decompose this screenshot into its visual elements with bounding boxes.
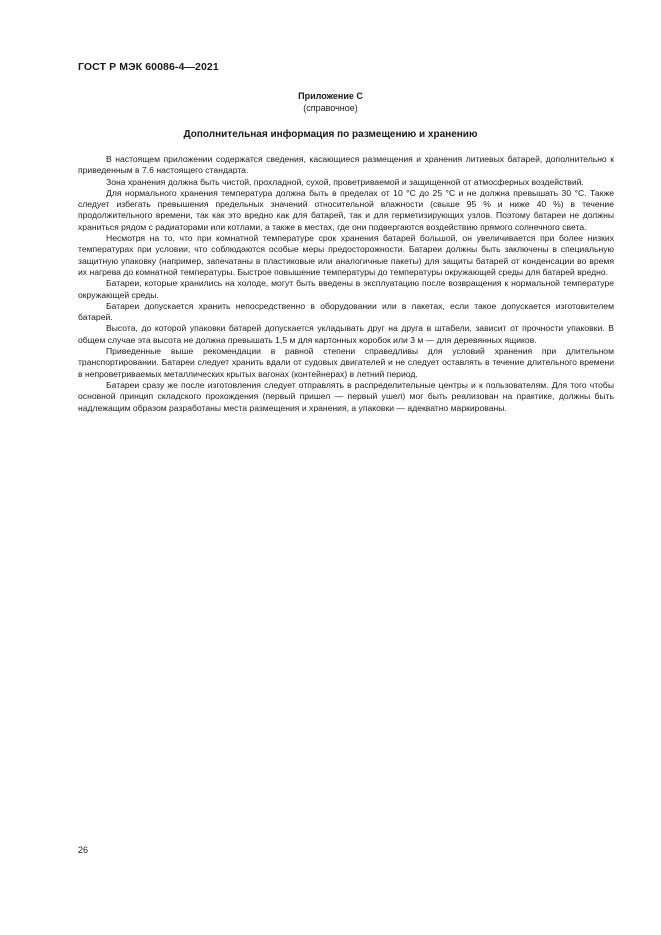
- annex-title: Приложение С: [298, 91, 363, 101]
- paragraph: Батареи сразу же после изготовления следует отправлять в распределительные центры и к пользователям. Для того чтобы основной принцип складского прохождения (первый пришел — первый ушел) мог быть реализован на практике, должны быть надлежащим образом разработаны места размещения и хранения, а упаковки — адекватно маркированы.: [78, 379, 614, 413]
- page-number: 26: [78, 845, 89, 855]
- paragraph: Приведенные выше рекомендации в равной степени справедливы для условий хранения при длительном транспортировании. Батареи следует хранить вдали от судовых двигателей и не следует оставлять в течение длительного времени в непроветриваемых металлических крытых вагонах (контейнерах) в летний период.: [78, 346, 614, 379]
- paragraph: Зона хранения должна быть чистой, прохладной, сухой, проветриваемой и защищенной от атмосферных воздействий.: [106, 176, 584, 187]
- document-code: ГОСТ Р МЭК 60086-4—2021: [78, 61, 219, 73]
- paragraph: Для нормального хранения температура должна быть в пределах от 10 °С до 25 °С и не должна превышать 30 °С. Также следует избегать превышения предельных значений относительной влажности (свыше 95 % и ниже 40 %) в течение продолжительного времени, так как это вредно как для батарей, так и для герметизирующих узлов. Поэтому батареи не должны храниться рядом с радиаторами или котлами, а также в местах, где они подвергаются воздействию прямого солнечного света.: [78, 187, 614, 232]
- paragraph: Высота, до которой упаковки батарей допускается укладывать друг на друга в штабели, зависит от прочности упаковки. В общем случае эта высота не должна превышать 1,5 м для картонных коробок или 3 м — для деревянных ящиков.: [78, 323, 614, 345]
- annex-subtitle: (справочное): [303, 103, 358, 113]
- paragraph: Батареи, которые хранились на холоде, могут быть введены в эксплуатацию после возвращения к нормальной температуре окружающей среды.: [78, 278, 614, 300]
- paragraph: В настоящем приложении содержатся сведения, касающиеся размещения и хранения литиевых батарей, дополнительно к приведенным в 7.6 настоящего стандарта.: [78, 154, 614, 176]
- body-text: [78, 154, 614, 414]
- paragraph: Несмотря на то, что при комнатной температуре срок хранения батарей большой, он увеличивается при более низких температурах при условии, что соблюдаются особые меры предосторожности. Батареи должны быть заключены в специальную защитную упаковку (например, запечатаны в пластиковые или аналогичные пакеты) для защиты батарей от конденсации во время их нагрева до комнатной температуры. Быстрое повышение температуры до температуры окружающей среды для батарей вредно.: [78, 233, 614, 277]
- section-title: Дополнительная информация по размещению и хранению: [183, 129, 478, 140]
- paragraph: Батареи допускается хранить непосредственно в оборудовании или в пакетах, если такое допускается изготовителем батарей.: [78, 300, 614, 323]
